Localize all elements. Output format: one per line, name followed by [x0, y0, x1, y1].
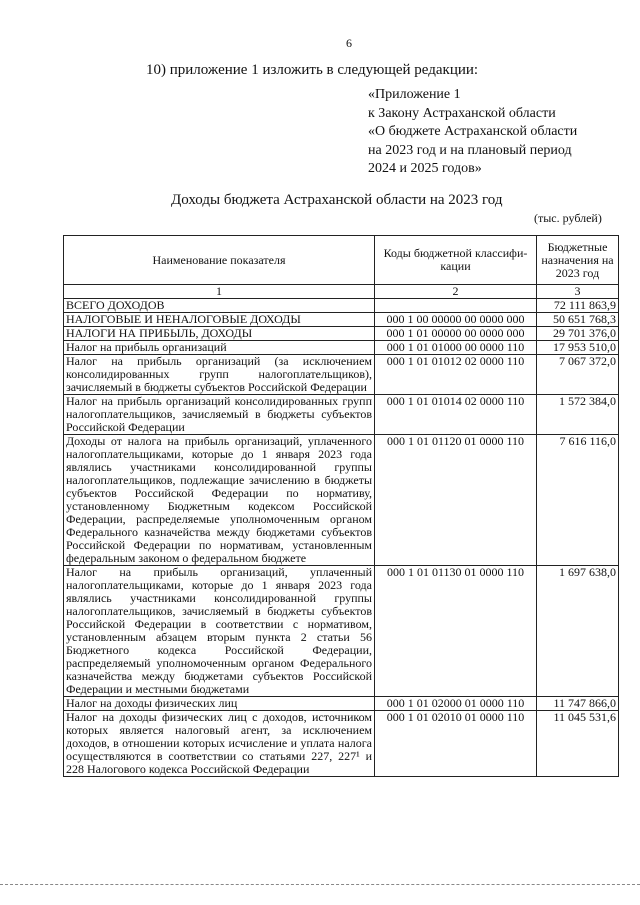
table-row: [64, 341, 619, 355]
row-name: Налог на прибыль организаций (за исключением консолидированных групп налогоплательщиков), зачисляемый в бюджеты субъектов Российской Федерации: [64, 355, 375, 395]
row-amount: 72 111 863,9: [537, 299, 619, 313]
page-number: 6: [346, 36, 352, 50]
row-code: 000 1 01 02000 01 0000 110: [375, 697, 537, 711]
appendix-caption-line: 2024 и 2025 годов»: [368, 161, 482, 176]
row-name: НАЛОГОВЫЕ И НЕНАЛОГОВЫЕ ДОХОДЫ: [64, 313, 375, 327]
table-row: [64, 697, 619, 711]
row-amount: 11 747 866,0: [537, 697, 619, 711]
appendix-caption-line: «Приложение 1: [368, 87, 461, 102]
column-number: 2: [375, 285, 537, 299]
column-number: 1: [64, 285, 375, 299]
row-amount: 7 616 116,0: [537, 435, 619, 566]
row-code: 000 1 01 01012 02 0000 110: [375, 355, 537, 395]
row-code: 000 1 01 00000 00 0000 000: [375, 327, 537, 341]
row-name: Налог на прибыль организаций консолидированных групп налогоплательщиков, зачисляемый в бюджеты субъектов Российской Федерации: [64, 395, 375, 435]
appendix-caption-line: к Закону Астраханской области: [368, 105, 556, 121]
row-name: НАЛОГИ НА ПРИБЫЛЬ, ДОХОДЫ: [64, 327, 375, 341]
row-code: 000 1 01 01120 01 0000 110: [375, 435, 537, 566]
table-row: [64, 566, 619, 697]
appendix-caption-line: на 2023 год и на плановый период: [368, 142, 572, 158]
row-amount: 7 067 372,0: [537, 355, 619, 395]
page-bottom-rule: [0, 884, 640, 885]
row-code: [375, 299, 537, 313]
row-amount: 50 651 768,3: [537, 313, 619, 327]
row-code: 000 1 01 01014 02 0000 110: [375, 395, 537, 435]
row-code: 000 1 00 00000 00 0000 000: [375, 313, 537, 327]
header-classification-codes: Коды бюджетной классифи-кации: [375, 236, 537, 285]
row-name: Налог на доходы физических лиц: [64, 697, 375, 711]
table-row: [64, 313, 619, 327]
table-row: [64, 395, 619, 435]
row-name: Доходы от налога на прибыль организаций, уплаченного налогоплательщиками, которые до 1 января 2023 года являлись участниками консолидированной группы налогоплательщиков, подлежащие зачислению в бюджеты субъектов Российской Федерации по нормативу, установленному Бюджетным кодексом Российской Федерации, распределяемые уполномоченным органом Федерального казначейства между бюджетами субъектов Российской Федерации по нормативам, установленным федеральным законом о федеральном бюджете: [64, 435, 375, 566]
header-indicator-name: Наименование показателя: [64, 236, 375, 285]
table-header-row: [64, 236, 619, 285]
table-row: [64, 355, 619, 395]
column-number: 3: [537, 285, 619, 299]
table-row: [64, 327, 619, 341]
table-row: [64, 711, 619, 777]
row-name: Налог на доходы физических лиц с доходов, источником которых является налоговый агент, за исключением доходов, в отношении которых исчисление и уплата налога осуществляются в соответствии со статьями 227, 227¹ и 228 Налогового кодекса Российской Федерации: [64, 711, 375, 777]
row-name: ВСЕГО ДОХОДОВ: [64, 299, 375, 313]
row-code: 000 1 01 01000 00 0000 110: [375, 341, 537, 355]
intro-line: 10) приложение 1 изложить в следующей редакции:: [146, 62, 479, 78]
row-amount: 17 953 510,0: [537, 341, 619, 355]
row-code: 000 1 01 01130 01 0000 110: [375, 566, 537, 697]
units-label: (тыс. рублей): [534, 211, 602, 225]
row-amount: 11 045 531,6: [537, 711, 619, 777]
row-name: Налог на прибыль организаций, уплаченный налогоплательщиками, которые до 1 января 2023 года являлись участниками консолидированной группы налогоплательщиков, зачисляемый в бюджеты субъектов Российской Федерации в соответствии с нормативом, установленным абзацем вторым пункта 2 статьи 56 Бюджетного кодекса Российской Федерации, распределяемый уполномоченным органом Федерального казначейства между бюджетами субъектов Российской Федерации и местными бюджетами: [64, 566, 375, 697]
row-amount: 1 697 638,0: [537, 566, 619, 697]
table-row: [64, 435, 619, 566]
document-title: Доходы бюджета Астраханской области на 2023 год: [171, 192, 503, 208]
column-number-row: [64, 285, 619, 299]
row-amount: 1 572 384,0: [537, 395, 619, 435]
header-budget-amount: Бюджетные назначения на 2023 год: [537, 236, 619, 285]
table-row: [64, 299, 619, 313]
income-table: [63, 235, 619, 777]
appendix-caption-line: «О бюджете Астраханской области: [368, 124, 578, 139]
row-code: 000 1 01 02010 01 0000 110: [375, 711, 537, 777]
row-amount: 29 701 376,0: [537, 327, 619, 341]
row-name: Налог на прибыль организаций: [64, 341, 375, 355]
appendix-caption: [368, 86, 577, 179]
